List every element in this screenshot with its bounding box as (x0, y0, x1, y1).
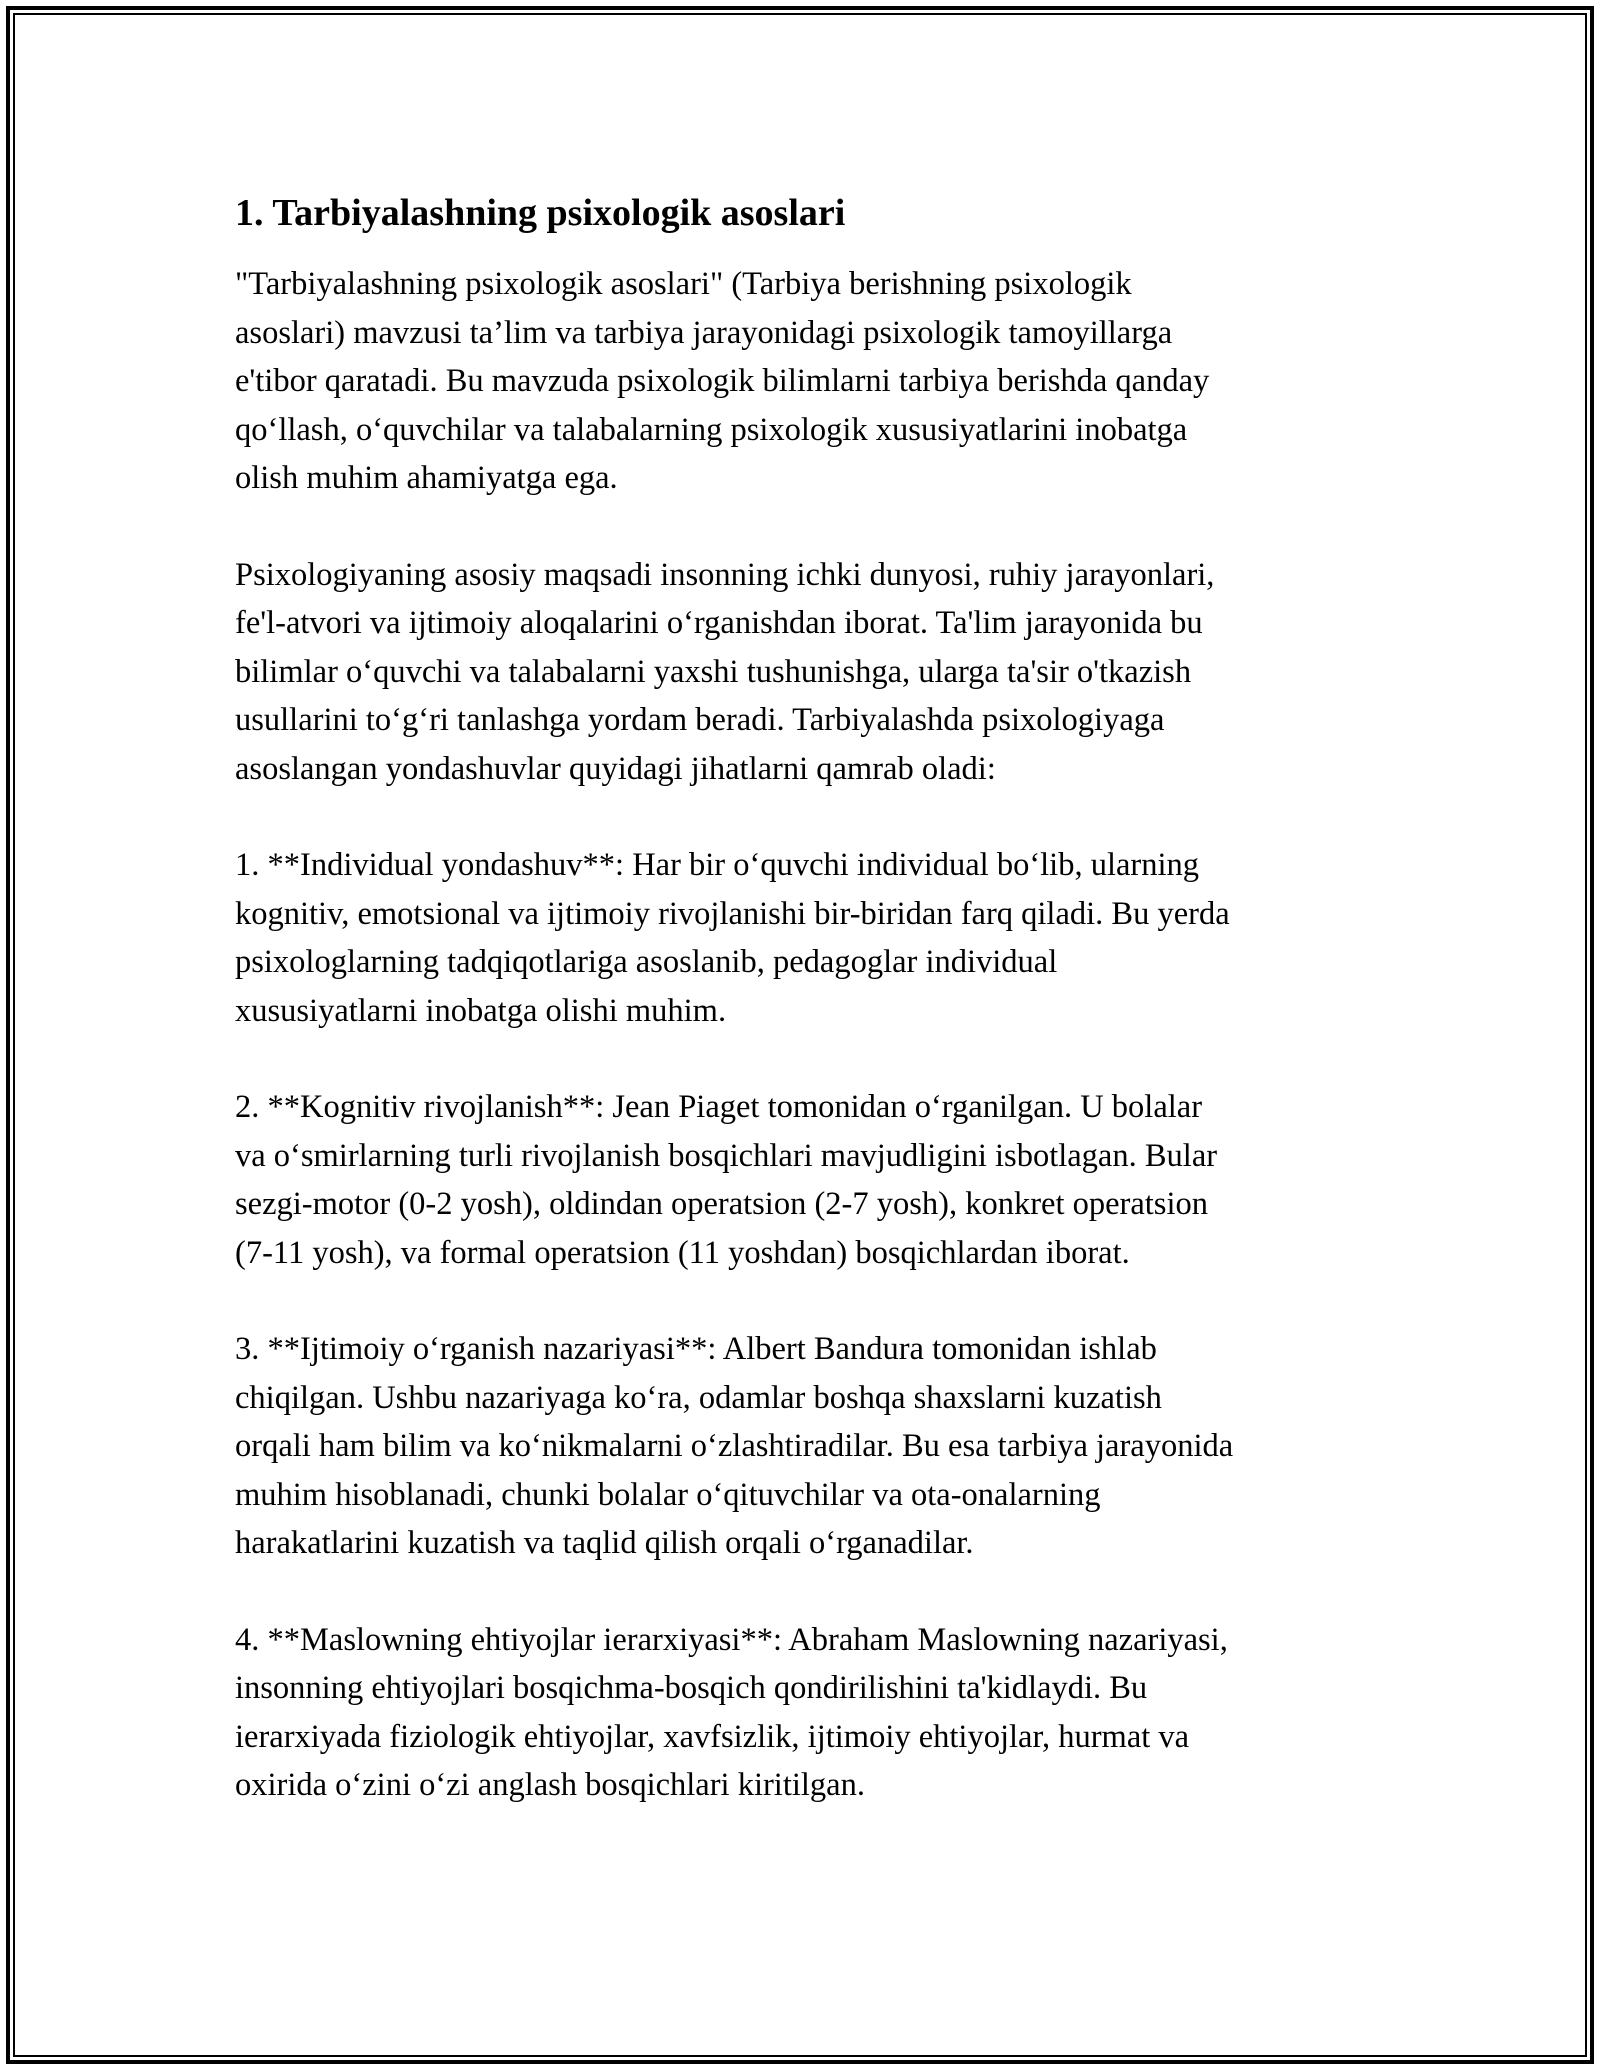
text-line: qo‘llash, o‘quvchilar va talabalarning psixologik xususiyatlarini inobatga (235, 411, 1188, 448)
text-line: asoslari) mavzusi ta’lim va tarbiya jarayonidagi psixologik tamoyillarga (235, 314, 1173, 351)
text-line: orqali ham bilim va ko‘nikmalarni o‘zlashtiradilar. Bu esa tarbiya jarayonida (235, 1428, 1234, 1464)
text-line: fe'l-atvori va ijtimoiy aloqalarini o‘rganishdan iborat. Ta'lim jarayonida bu (235, 605, 1203, 641)
list-item-social-learning (235, 1325, 1365, 1568)
text-line: 4. **Maslowning ehtiyojlar ierarxiyasi**: Abraham Maslowning nazariyasi, (235, 1621, 1228, 1658)
text-line: xususiyatlarni inobatga olishi muhim. (235, 992, 727, 1029)
text-line: chiqilgan. Ushbu nazariyaga ko‘ra, odamlar boshqa shaxslarni kuzatish (235, 1379, 1162, 1416)
text-line: "Tarbiyalashning psixologik asoslari" (Tarbiya berishning psixologik (235, 266, 1132, 302)
text-line: kognitiv, emotsional va ijtimoiy rivojlanishi bir-biridan farq qiladi. Bu yerda (235, 895, 1230, 932)
paragraph-psychology-goal (235, 551, 1365, 794)
text-line: olish muhim ahamiyatga ega. (235, 460, 618, 496)
paragraph-intro (235, 260, 1365, 503)
text-line: Psixologiyaning asosiy maqsadi insonning ichki dunyosi, ruhiy jarayonlari, (235, 556, 1215, 593)
text-line: 2. **Kognitiv rivojlanish**: Jean Piaget tomonidan o‘rganilgan. U bolalar (235, 1089, 1203, 1125)
text-line: sezgi-motor (0-2 yosh), oldindan operatsion (2-7 yosh), konkret operatsion (235, 1186, 1208, 1222)
list-item-maslow-hierarchy (235, 1616, 1365, 1810)
text-line: harakatlarini kuzatish va taqlid qilish orqali o‘rganadilar. (235, 1525, 974, 1561)
document-title: 1. Tarbiyalashning psixologik asoslari (235, 192, 846, 234)
document-body (235, 188, 1365, 1858)
text-line: ierarxiyada fiziologik ehtiyojlar, xavfsizlik, ijtimoiy ehtiyojlar, hurmat va (235, 1718, 1190, 1755)
text-line: bilimlar o‘quvchi va talabalarni yaxshi tushunishga, ularga ta'sir o'tkazish (235, 653, 1192, 690)
list-item-cognitive-development (235, 1083, 1365, 1277)
text-line: insonning ehtiyojlari bosqichma-bosqich qondirilishini ta'kidlaydi. Bu (235, 1670, 1148, 1706)
text-line: psixologlarning tadqiqotlariga asoslanib, pedagoglar individual (235, 944, 1058, 980)
text-line: asoslangan yondashuvlar quyidagi jihatlarni qamrab oladi: (235, 750, 996, 787)
text-line: usullarini to‘g‘ri tanlashga yordam beradi. Tarbiyalashda psixologiyaga (235, 702, 1165, 738)
list-item-individual-approach (235, 841, 1365, 1035)
text-line: va o‘smirlarning turli rivojlanish bosqichlari mavjudligini isbotlagan. Bular (235, 1137, 1218, 1174)
text-line: muhim hisoblanadi, chunki bolalar o‘qituvchilar va ota-onalarning (235, 1476, 1101, 1513)
text-line: 3. **Ijtimoiy o‘rganish nazariyasi**: Albert Bandura tomonidan ishlab (235, 1331, 1157, 1367)
text-line: (7-11 yosh), va formal operatsion (11 yoshdan) bosqichlardan iborat. (235, 1234, 1130, 1271)
text-line: 1. **Individual yondashuv**: Har bir o‘quvchi individual bo‘lib, ularning (235, 847, 1200, 883)
text-line: e'tibor qaratadi. Bu mavzuda psixologik bilimlarni tarbiya berishda qanday (235, 363, 1210, 399)
text-line: oxirida o‘zini o‘zi anglash bosqichlari kiritilgan. (235, 1767, 865, 1803)
